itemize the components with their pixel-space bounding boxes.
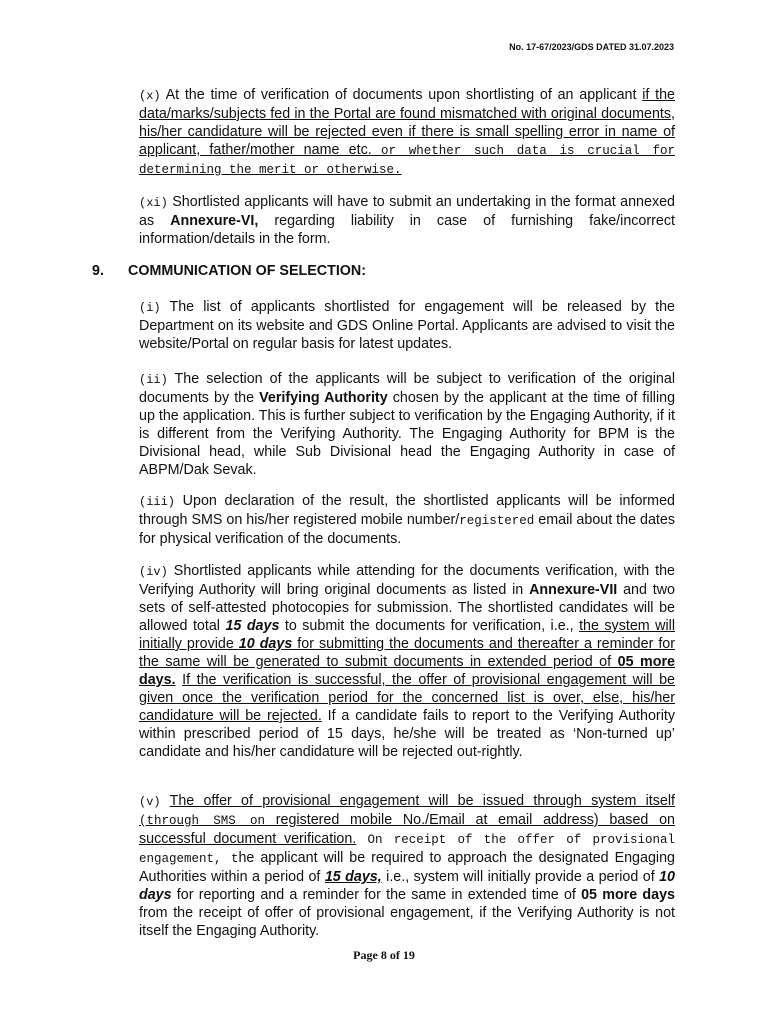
clause-number: (xi) xyxy=(139,196,168,210)
clause-x: (x) At the time of verification of documents upon shortlisting of an applicant if the data/marks/subjects fed in the Portal are found mismatched with original documents, his/her candidature will be rejected even if there is small spelling error in name of applicant, father/mother name etc. or whether such data is crucial for determining the merit or otherwise. xyxy=(139,87,675,177)
clause-number: (v) xyxy=(139,795,161,809)
clause-iii: (iii) Upon declaration of the result, the shortlisted applicants will be informed through SMS on his/her registered mobile number/registered email about the dates for physical verification of the documents. xyxy=(139,493,675,547)
underlined-mono-text: or whether such data is crucial for determining the merit or otherwise. xyxy=(139,144,675,177)
clause-v: (v) The offer of provisional engagement will be issued through system itself (through SMS on registered mobile No./Email at email address) based on successful document verification. On receipt of the offer of provisional engagement, the applicant will be required to approach the designated Engaging Authorities within a period of 15 days, i.e., system will initially provide a period of 10 days for reporting and a reminder for the same in extended time of 05 more days from the receipt of offer of provisional engagement, if the Verifying Authority is not itself the Engaging Authority. xyxy=(139,793,676,939)
page-number: Page 8 of 19 xyxy=(353,948,415,962)
clause-number: (ii) xyxy=(139,373,168,387)
clause-number: (x) xyxy=(139,89,161,103)
underlined-text: If the verification is successful, the offer of provisional engagement will be given once the verification period for the concerned list is over, else, his/her candidature will be rejected. xyxy=(139,672,675,724)
clause-number: (iv) xyxy=(139,565,168,579)
clause-i: (i) The list of applicants shortlisted for engagement will be released by the Department on its website and GDS Online Portal. Applicants are advised to visit the website/Portal on regular basis for latest updates. xyxy=(139,299,675,352)
section-number: 9. xyxy=(92,263,104,279)
clause-iv: (iv) Shortlisted applicants while attending for the documents verification, with the Verifying Authority will bring original documents as listed in Annexure-VII and two sets of self-attested photocopies for submission. The shortlisted candidates will be allowed total 15 days to submit the documents for verification, i.e., the system will initially provide 10 days for submitting the documents and thereafter a reminder for the same will be generated to submit documents in extended period of 05 more days. If the verification is successful, the offer of provisional engagement will be given once the verification period for the concerned list is over, else, his/her candidature will be rejected. If a candidate fails to report to the Verifying Authority within prescribed period of 15 days, he/she will be treated as ‘Non-turned up’ candidate and his/her candidature will be rejected out-rightly. xyxy=(139,563,676,760)
clause-xi: (xi) Shortlisted applicants will have to submit an undertaking in the format annexed as Annexure-VI, regarding liability in case of furnishing fake/incorrect information/details in the form. xyxy=(139,194,675,247)
section-title: COMMUNICATION OF SELECTION: xyxy=(128,263,366,279)
clause-number: (i) xyxy=(139,301,161,315)
underlined-text: if the data/marks/subjects fed in the Portal are found mismatched with original documents, his/her candidature will be rejected even if there is small spelling error in name of applicant, father/mother name etc. xyxy=(139,87,675,158)
document-reference: No. 17-67/2023/GDS DATED 31.07.2023 xyxy=(509,42,674,52)
section-heading xyxy=(92,263,366,279)
clause-number: (iii) xyxy=(139,495,176,509)
clause-ii: (ii) The selection of the applicants will be subject to verification of the original documents by the Verifying Authority chosen by the applicant at the time of filling up the application. This is further subject to verification by the Engaging Authority, if it is different from the Verifying Authority. The Engaging Authority for BPM is the Divisional head, while Sub Divisional head the Engaging Authority in case of ABPM/Dak Sevak. xyxy=(139,371,676,478)
